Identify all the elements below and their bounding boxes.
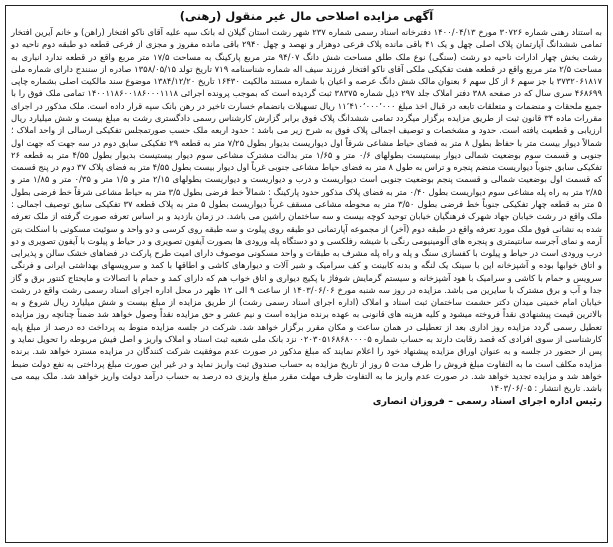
notice-title: آگهی مزایده اصلاحی مال غیر منقول (رهنی) <box>179 9 434 23</box>
notice-body: به استناد رهنی شماره ۳۰۷۲۶ مورخ ۱۴۰۰/۰۴/۱۳ دفترخانه اسناد رسمی شماره ۲۳۷ شهر رشت استان گیلان له بانک سپه علیه آقای ناکو افتخار (راهن) و خانم آیرین افتخار تمامی ششدانگ آپارتمان پلاک اصلی چهل و یک ۴۱ باقی مانده پلاک فرعی دوهزار و نهصد و چهل ۲۹۴۰ باقی مانده مفروز و مجزی از فرعی قطعه دو طبقه دوم ناحیه دو رشت بخش چهار ادارات ناحیه دو رشت (سنگی) نوع ملک طلق مساحت شش دانگ ۹۴/۰۷ متر مربع پارکینگ به مساحت ۱۷/۵ متر مربع واقع در قطعه ندارد انباری به مساحت ۲/۵ متر مربع واقع در قطعه هفت تفکیکی ملکی آقای ناکو افتخار فرزند سیف اله شماره شناسنامه ۷۱۹ تاریخ تولد ۱۳۵۸/۰۵/۱۵ صادره از سنندج دارای شماره ملی ۳۷۳۲۰۶۱۸۱۷ با جز سهم ۶ از کل سهم ۶ بعنوان مالک شش دانگ عرصه و اعیان با شماره مستند مالکیت ۱۶۴۳۰ تاریخ ۱۳۸۴/۱۲/۲۰ موضوع سند مالکیت اصلی بشماره چاپی ۴۶۸۶۹۹ سری سال که در صفحه ۳۸۸ دفتر املاک جلد ۲۹۷ ذیل شماره ۳۸۳۷۵ ثبت گردیده است که بموجب پرونده اجرائی ۱۴۰۰۱۱۸۶۰۰۱۸۶۰۰۰۱۱۱۸ تمامی ملک فوق را با جمیع ملحقات و منضمات و متعلقات تابعه در قبال اخذ مبلغ ۱۱٬۴۱۰٬۰۰۰٬۰۰۰ ریال تسهیلات بانضمام خسارت تاخیر در رهن بانک سپه قرار داده است. ملک مذکور در اجرای مقررات ماده ۳۴ قانون ثبت از طریق مزایده برگزار میگردد تمامی ششدانگ پلاک فوق برابر گزارش کارشناس رسمی دادگستری رشت به مبلغ بیست و شش میلیارد ریال ارزیابی و قطعیت یافته است. حدود و مشخصات و توصیف اجمالی پلاک فوق به شرح زیر می باشد : حدود اربعه ملک حسب صورتمجلس تفکیکی ارسالی از واحد املاک ؛ شمالاً دیوار بیست متر با حفاظ بطول ۸ متر به فضای حیاط مشاعی شرقاً اول دیواریست بدیوار بطول ۷/۲۵ متر به قطعه ۲۹ تفکیکی سابق دوم در سه جهت که جهت اول جنوبی و قسمت سوم بوضعیت شمالی دیوار بیستیست بطولهای ۰/۶ متر و ۱/۶۵ متر بدالت مشترک مشاعی سوم دیوار بیستیست بدیوار بطول ۴/۵۵ متر به قطعه ۲۶ تفکیکی سابق جنوباً دیواریست منضم پنجره و تراس به طول ۸ متر به فضای حیاط مشاعی جنوبی غرباً اول دیوار بیست بطول ۴/۵۵ متر به فضای پلاک ۳۷ دوم در پنج قسمت که قسمت اول بوضعیت شمالی و قسمت پنجم بوضعیت جنوبی است دیواریست و درب و دیواریست و دیواریست بطولهای ۲/۱۵ متر و ۱/۵ متر و ۰/۳۵ متر و ۱/۸۵ متر و ۲/۸۵ متر به راه پله مشاعی سوم دیواریست بطول ۰/۴۰ متر به فضای پلاک مذکور حدود پارکینگ : شمالاً خط فرضی بطول ۳/۵ متر به حیاط مشاعی شرقاً خط فرضی بطول ۵ متر به قطعه چهار تفکیکی جنوباً خط فرضی بطول ۳/۵۰ متر به محوطه مشاعی مسقف غرباً دیواریست بطول ۵ متر به پلاک قطعه ۳۷ تفکیکی سابق توصیف اجمالی : ملک واقع در رشت خیابان جهاد شهرک فرهنگیان خیابان توحید کوچه بیست و سه ساختمان راشین می باشد. در زمان بازدید و بر اساس تعرفه صورت گرفته از ملک تعرفه شده به نشانی فوق ملک مورد تعرفه واقع در طبقه دوم (آخر) از مجموعه آپارتمانی دو طبقه روی پیلوت و سه طبقه روی کرسی و دو واحد و سوئیت مسکونی با اسکلت بتن آرمه و نمای آجرسه سانتیمتری و پنجره های آلومینیومی رنگی با شیشه رفلکسی و دو دستگاه پله ورودی ها بصورت آیفون تصویری و در حیاط و پیلوت با آیفون تصویری و دو درب ورودی است در حیاط و پیلوت با کفسازی سنگ و پله و راه پله مشرف به طبقات و واحد مسکونی موصوف دارای امیت طرح پارکت در فضاهای خشک سالن و پذیرایی و اتاق خوابها بوده و آشپزخانه این با سینک یک لنگه و بدنه کابینت و کف سرامیک و شیر آلات و دیوارهای کاشی و اطاقها با کمد و سرویسهای بهداشتی ایرانی و فرنگی سرویس و حمام با کاشی و سرامیک با هود آشپزخانه و سیستم گرمایش شوفاژ با پکیج دیواری و اتاق خواب هم که دارای کمد و حمام با اتصالات و مایحتاج کنتور برق و گاز جدا و آب و برق مشترک با سایرین می باشد. مزایده در روز سه شنبه مورخ ۱۴۰۳/۰۶/۰۶ از ساعت ۹ الی ۱۲ ظهر در محل اداره اجرای اسناد رسمی رشت واقع در رشت خیابان امام خمینی میدان دکتر حشمت ساختمان ثبت اسناد و املاک (اداره اجرای اسناد رسمی رشت) از طریق مزایده از مبلغ بیست و شش میلیارد ریال شروع و به بالاترین قیمت پیشنهادی نقداً فروخته میشود و کلیه هزینه های قانونی به عهده برنده مزایده است و نیم عشر و حق مزایده نقداً وصول خواهد شد ضمناً چنانچه روز مزایده تعطیل رسمی گردد مزایده روز اداری بعد از تعطیلی در همان ساعت و مکان مقرر برگزار خواهد شد. شرکت در جلسه مزایده منوط به پرداخت ده درصد از مبلغ پایه کارشناسی از سوی افرادی که قصد رقابت دارند به حساب شماره ۰۲۰۳۰۵۱۶۸۶۸۰۰۰۰۵ نزد بانک ملی شعبه ثبت اسناد و املاک واریز و اصل فیش مربوطه را تحویل نماید و پس از حضور در جلسه و به عنوان اوراق مزایده پیشنهاد خود را اعلام نمایند که مبلغ مذکور در صورت عدم موفقیت شرکت کنندگان در مزایده مسترد خواهد شد. برنده مزایده مکلف است ما به التفاوت مبلغ فروش را ظرف مدت ۵ روز از تاریخ مزایده به حساب صندوق ثبت واریز نماید و در غیر این صورت مبلغ پرداختی به نفع دولت ضبط خواهد شد و مزایده تجدید خواهد شد. در صورت عدم واریز ما به التفاوت ظرف مهلت مقرر مبلغ واریزی ده درصد به حساب درآمد دولت واریز خواهد شد. ملک بیمه می باشد. تاریخ انتشار : ۱۴۰۳/۰۶/۰۵ <box>11 27 603 394</box>
signature-line: رئیس اداره اجرای اسناد رسمی – فروزان انصاری <box>372 396 602 408</box>
notice-frame <box>5 5 608 543</box>
